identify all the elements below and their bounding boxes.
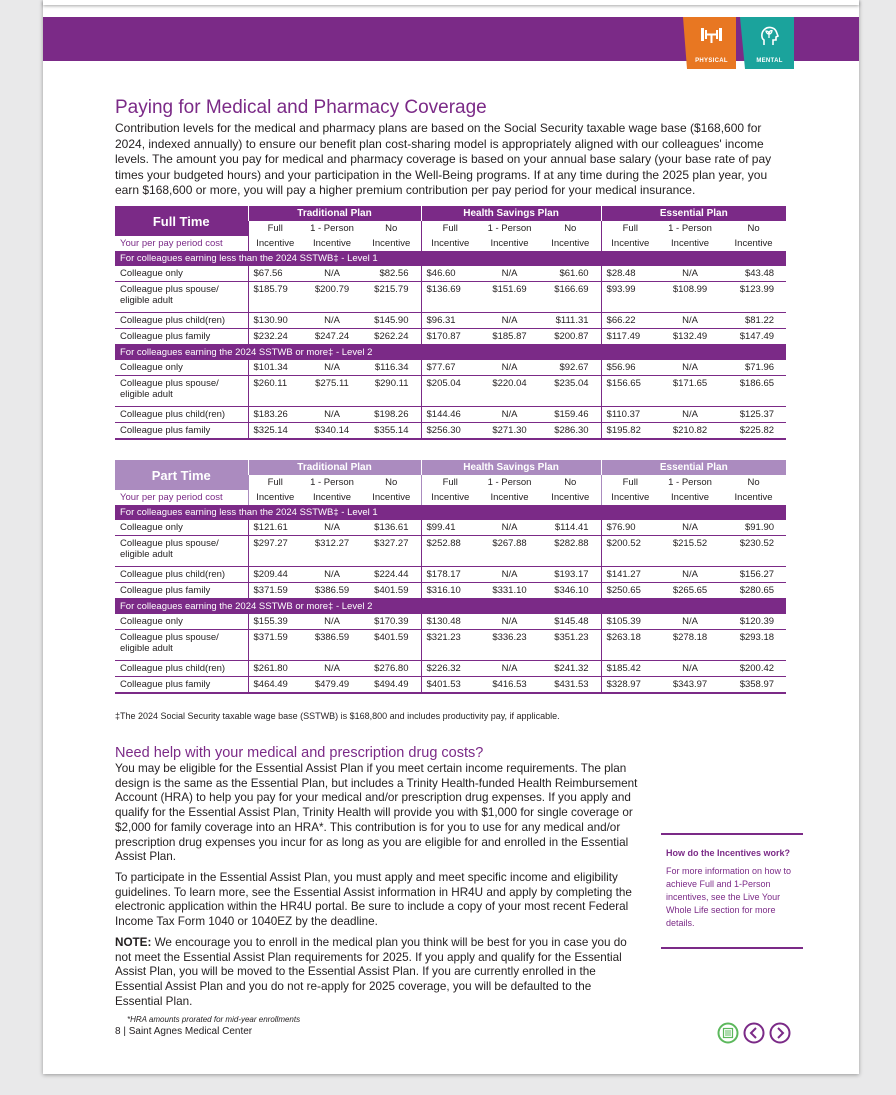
- cost-cell: $464.49: [248, 677, 302, 694]
- cost-cell: $170.87: [421, 329, 479, 345]
- cost-cell: N/A: [479, 567, 540, 583]
- coverage-tier-label: Colleague plus spouse/ eligible adult: [115, 630, 248, 661]
- cost-cell: N/A: [479, 360, 540, 376]
- cost-cell: $186.65: [721, 376, 786, 407]
- cost-cell: $312.27: [302, 536, 362, 567]
- header-banner: [43, 17, 859, 61]
- cost-cell: N/A: [659, 407, 721, 423]
- cost-cell: $145.48: [540, 614, 601, 630]
- tier-header: Incentive: [248, 490, 302, 505]
- cost-cell: $120.39: [721, 614, 786, 630]
- coverage-tier-label: Colleague plus child(ren): [115, 407, 248, 423]
- plan-name-header: Health Savings Plan: [421, 206, 601, 221]
- tier-header: Incentive: [372, 238, 411, 249]
- cost-cell: N/A: [479, 661, 540, 677]
- cost-cell: N/A: [479, 407, 540, 423]
- page-title: Paying for Medical and Pharmacy Coverage: [115, 97, 487, 118]
- cost-cell: $271.30: [479, 423, 540, 440]
- cost-cell: $130.90: [248, 313, 302, 329]
- cost-cell: $96.31: [421, 313, 479, 329]
- table-row: [115, 266, 786, 282]
- cost-cell: N/A: [302, 407, 362, 423]
- menu-icon[interactable]: [717, 1022, 739, 1049]
- table-row: [115, 329, 786, 345]
- cost-cell: $130.48: [421, 614, 479, 630]
- cost-cell: $479.49: [302, 677, 362, 694]
- coverage-tier-label: Colleague plus spouse/ eligible adult: [115, 282, 248, 313]
- cost-cell: N/A: [659, 614, 721, 630]
- coverage-tier-label: Colleague plus family: [115, 329, 248, 345]
- level-section-row: [115, 251, 786, 266]
- cost-cell: $108.99: [659, 282, 721, 313]
- tier-header: Incentive: [551, 238, 590, 249]
- plan-header-row: [115, 206, 786, 221]
- cost-cell: N/A: [302, 313, 362, 329]
- physical-tab-label: PHYSICAL: [695, 58, 728, 64]
- cost-cell: $77.67: [421, 360, 479, 376]
- tier-header: Incentive: [734, 238, 773, 249]
- tier-header: No: [564, 477, 577, 488]
- per-pay-period-label: Your per pay period cost: [120, 238, 223, 249]
- tier-header: Full: [248, 221, 302, 236]
- help-note-paragraph: [115, 936, 640, 1010]
- cost-cell: $183.26: [248, 407, 302, 423]
- page-navigation: [717, 1022, 797, 1046]
- tier-header: No: [747, 223, 760, 234]
- table-row: [115, 583, 786, 599]
- cost-cell: $171.65: [659, 376, 721, 407]
- hra-note: *HRA amounts prorated for mid-year enrollments: [127, 1015, 301, 1024]
- sstwb-footnote: ‡The 2024 Social Security taxable wage base (SSTWB) is $168,800 and includes productivity pay, if applicable.: [115, 711, 560, 721]
- coverage-tier-label: Colleague plus child(ren): [115, 313, 248, 329]
- dumbbell-icon: [699, 25, 724, 47]
- cost-cell: $355.14: [362, 423, 421, 440]
- tier-header: Full: [601, 475, 659, 490]
- cost-cell: $241.32: [540, 661, 601, 677]
- coverage-tier-label: Colleague plus family: [115, 677, 248, 694]
- cost-cell: $151.69: [479, 282, 540, 313]
- table-row: [115, 376, 786, 407]
- cost-cell: $275.11: [302, 376, 362, 407]
- cost-cell: $61.60: [540, 266, 601, 282]
- cost-cell: $116.34: [362, 360, 421, 376]
- cost-cell: $336.23: [479, 630, 540, 661]
- coverage-tier-label: Colleague plus family: [115, 423, 248, 440]
- tier-header: Full: [421, 221, 479, 236]
- cost-cell: $136.69: [421, 282, 479, 313]
- cost-cell: N/A: [659, 360, 721, 376]
- tier-header: Incentive: [671, 238, 710, 249]
- cost-cell: $105.39: [601, 614, 659, 630]
- cost-cell: N/A: [479, 266, 540, 282]
- tier-header-row-2: [115, 490, 786, 505]
- cost-cell: $110.37: [601, 407, 659, 423]
- table-row: [115, 282, 786, 313]
- cost-cell: $200.79: [302, 282, 362, 313]
- cost-cell: $343.97: [659, 677, 721, 694]
- cost-cell: $123.99: [721, 282, 786, 313]
- physical-tab[interactable]: [687, 17, 736, 69]
- cost-cell: $132.49: [659, 329, 721, 345]
- cost-cell: $346.10: [540, 583, 601, 599]
- cost-cell: $328.97: [601, 677, 659, 694]
- cost-cell: N/A: [659, 266, 721, 282]
- cost-cell: $494.49: [362, 677, 421, 694]
- cost-cell: $351.23: [540, 630, 601, 661]
- cost-cell: $215.79: [362, 282, 421, 313]
- cost-cell: $144.46: [421, 407, 479, 423]
- cost-cell: $340.14: [302, 423, 362, 440]
- coverage-tier-label: Colleague only: [115, 520, 248, 536]
- cost-cell: $66.22: [601, 313, 659, 329]
- table-title: Full Time: [115, 206, 248, 236]
- next-page-icon[interactable]: [769, 1022, 791, 1049]
- cost-cell: $76.90: [601, 520, 659, 536]
- tier-header: Full: [421, 475, 479, 490]
- mental-tab-label: MENTAL: [756, 58, 783, 64]
- coverage-tier-label: Colleague only: [115, 360, 248, 376]
- cost-cell: $286.30: [540, 423, 601, 440]
- cost-cell: $205.04: [421, 376, 479, 407]
- tier-header-row-2: [115, 236, 786, 251]
- tier-header: Incentive: [312, 492, 352, 503]
- cost-cell: $178.17: [421, 567, 479, 583]
- sidebar-title: How do the Incentives work?: [666, 848, 791, 858]
- table-title: Part Time: [115, 460, 248, 490]
- plan-name-header: Essential Plan: [601, 206, 786, 221]
- cost-cell: $265.65: [659, 583, 721, 599]
- cost-cell: $235.04: [540, 376, 601, 407]
- cost-cell: $386.59: [302, 583, 362, 599]
- cost-cell: N/A: [659, 661, 721, 677]
- tier-header: No: [747, 477, 760, 488]
- cost-cell: $185.79: [248, 282, 302, 313]
- cost-cell: $101.34: [248, 360, 302, 376]
- table-row: [115, 313, 786, 329]
- plan-name-header: Essential Plan: [601, 460, 786, 475]
- cost-cell: N/A: [302, 266, 362, 282]
- cost-cell: $282.88: [540, 536, 601, 567]
- cost-cell: $331.10: [479, 583, 540, 599]
- sidebar-body: For more information on how to achieve Full and 1-Person incentives, see the Live Your Whole Life section for more details.: [666, 866, 792, 928]
- coverage-tier-label: Colleague plus spouse/ eligible adult: [115, 376, 248, 407]
- intro-paragraph: Contribution levels for the medical and pharmacy plans are based on the Social Security taxable wage base ($168,600 for 2024, indexed annually) to ensure our benefit plan cost-sharing model is appropriately aligned with our colleagues' income levels. The amount you pay for medical and pharmacy coverage is based on your annual base salary (your base rate of pay times your budgeted hours) and your participation in the Well-Being programs. If at any time during the 2025 plan year, you earn $168,600 or more, you will pay a higher premium contribution per pay period for your medical insurance.: [115, 121, 772, 198]
- coverage-tier-label: Colleague only: [115, 266, 248, 282]
- cost-cell: $401.53: [421, 677, 479, 694]
- table-row: [115, 661, 786, 677]
- plan-name-header: Traditional Plan: [248, 206, 421, 221]
- incentives-sidebar: [661, 833, 803, 949]
- cost-cell: N/A: [302, 567, 362, 583]
- cost-cell: $159.46: [540, 407, 601, 423]
- cost-cell: N/A: [659, 313, 721, 329]
- cost-cell: $276.80: [362, 661, 421, 677]
- tier-header: Full: [248, 475, 302, 490]
- table-row: [115, 567, 786, 583]
- cost-cell: $56.96: [601, 360, 659, 376]
- cost-cell: $220.04: [479, 376, 540, 407]
- tier-header: 1 - Person: [668, 477, 712, 488]
- table-row: [115, 407, 786, 423]
- cost-cell: $261.80: [248, 661, 302, 677]
- cost-cell: $401.59: [362, 583, 421, 599]
- cost-cell: $28.48: [601, 266, 659, 282]
- cost-cell: N/A: [479, 614, 540, 630]
- table-row: [115, 520, 786, 536]
- cost-cell: $200.87: [540, 329, 601, 345]
- cost-cell: N/A: [479, 313, 540, 329]
- cost-cell: $262.24: [362, 329, 421, 345]
- cost-cell: $371.59: [248, 630, 302, 661]
- help-paragraph-2: To participate in the Essential Assist Plan, you must apply and meet specific income and eligibility guidelines. To learn more, see the Essential Assist information in HR4U and apply by completing the electronic application within the HR4U portal. Be sure to include a copy of your most recent Federal Income Tax Form 1040 or 1040EZ by the deadline.: [115, 871, 632, 929]
- tier-header: 1 - Person: [310, 477, 354, 488]
- cost-cell: $200.52: [601, 536, 659, 567]
- full-time-rates-table: [115, 206, 786, 440]
- cost-cell: $92.67: [540, 360, 601, 376]
- cost-cell: $147.49: [721, 329, 786, 345]
- cost-cell: $297.27: [248, 536, 302, 567]
- cost-cell: $93.99: [601, 282, 659, 313]
- cost-cell: $111.31: [540, 313, 601, 329]
- document-page: [43, 0, 859, 1074]
- cost-cell: $121.61: [248, 520, 302, 536]
- tier-header: Incentive: [551, 492, 590, 503]
- cost-cell: $209.44: [248, 567, 302, 583]
- tier-header: Incentive: [421, 490, 479, 505]
- level-section-label: For colleagues earning less than the 2024 SSTWB‡ - Level 1: [115, 251, 786, 266]
- cost-cell: $170.39: [362, 614, 421, 630]
- tier-header: Incentive: [601, 490, 659, 505]
- coverage-tier-label: Colleague plus spouse/ eligible adult: [115, 536, 248, 567]
- table-row: [115, 677, 786, 694]
- tier-header: No: [564, 223, 577, 234]
- cost-cell: $117.49: [601, 329, 659, 345]
- level-section-row: [115, 599, 786, 615]
- cost-cell: N/A: [302, 614, 362, 630]
- cost-cell: N/A: [302, 360, 362, 376]
- coverage-tier-label: Colleague plus child(ren): [115, 661, 248, 677]
- tier-header: 1 - Person: [310, 223, 354, 234]
- page-footer: 8 | Saint Agnes Medical Center: [115, 1026, 253, 1037]
- cost-cell: $256.30: [421, 423, 479, 440]
- cost-cell: $252.88: [421, 536, 479, 567]
- cost-cell: N/A: [302, 520, 362, 536]
- per-pay-period-label: Your per pay period cost: [120, 492, 223, 503]
- cost-cell: $200.42: [721, 661, 786, 677]
- mental-tab[interactable]: [745, 17, 794, 69]
- cost-cell: $247.24: [302, 329, 362, 345]
- cost-cell: $99.41: [421, 520, 479, 536]
- cost-cell: $416.53: [479, 677, 540, 694]
- tier-header: Incentive: [372, 492, 411, 503]
- cost-cell: $280.65: [721, 583, 786, 599]
- tier-header: Incentive: [734, 492, 773, 503]
- cost-cell: $371.59: [248, 583, 302, 599]
- cost-cell: $267.88: [479, 536, 540, 567]
- tier-header: Incentive: [312, 238, 352, 249]
- cost-cell: $114.41: [540, 520, 601, 536]
- table-row: [115, 614, 786, 630]
- cost-cell: $250.65: [601, 583, 659, 599]
- cost-cell: $136.61: [362, 520, 421, 536]
- cost-cell: $230.52: [721, 536, 786, 567]
- cost-cell: $260.11: [248, 376, 302, 407]
- coverage-tier-label: Colleague plus family: [115, 583, 248, 599]
- table-row: [115, 630, 786, 661]
- tier-header: Incentive: [671, 492, 710, 503]
- cost-cell: N/A: [659, 520, 721, 536]
- tier-header: Incentive: [248, 236, 302, 251]
- tier-header: Full: [601, 221, 659, 236]
- cost-cell: $193.17: [540, 567, 601, 583]
- cost-cell: N/A: [479, 520, 540, 536]
- cost-cell: $293.18: [721, 630, 786, 661]
- cost-cell: N/A: [302, 661, 362, 677]
- cost-cell: $386.59: [302, 630, 362, 661]
- previous-page-edge: [43, 0, 859, 5]
- help-paragraph-1: You may be eligible for the Essential Assist Plan if you meet certain income requirements. The plan design is the same as the Essential Plan, but includes a Trinity Health-funded Health Reimbursement Account (HRA) to help you pay for your medical and/or prescription drug expenses. If you apply and qualify for the Essential Assist Plan, Trinity Health will provide you with $1,000 for single coverage or $2,000 for family coverage into an HRA*. This contribution is for you to use for any medical and/or prescription drug expenses you incur for as long as you are eligible for and enrolled in the Essential Assist Plan.: [115, 762, 638, 864]
- cost-cell: $141.27: [601, 567, 659, 583]
- cost-cell: $316.10: [421, 583, 479, 599]
- plan-name-header: Health Savings Plan: [421, 460, 601, 475]
- cost-cell: $358.97: [721, 677, 786, 694]
- cost-cell: $155.39: [248, 614, 302, 630]
- tier-header: Incentive: [601, 236, 659, 251]
- cost-cell: $210.82: [659, 423, 721, 440]
- cost-cell: $156.65: [601, 376, 659, 407]
- coverage-tier-label: Colleague plus child(ren): [115, 567, 248, 583]
- tier-header: 1 - Person: [487, 223, 532, 234]
- cost-cell: $325.14: [248, 423, 302, 440]
- cost-cell: $431.53: [540, 677, 601, 694]
- note-text: We encourage you to enroll in the medical plan you think will be best for you in case you do not meet the Essential Assist Plan requirements for 2025. If you apply and qualify for the Essential Assist Plan, you will be moved to the Essential Assist Plan. If you are currently enrolled in the Essential Assist Plan and you do not re-apply for 2025 coverage, you will be defaulted to the Essential Plan.: [115, 936, 627, 1008]
- cost-cell: $215.52: [659, 536, 721, 567]
- level-section-label: For colleagues earning the 2024 SSTWB or more‡ - Level 2: [115, 599, 786, 615]
- plan-header-row: [115, 460, 786, 475]
- cost-cell: $232.24: [248, 329, 302, 345]
- cost-cell: $290.11: [362, 376, 421, 407]
- cost-cell: $263.18: [601, 630, 659, 661]
- cost-cell: $327.27: [362, 536, 421, 567]
- cost-cell: $125.37: [721, 407, 786, 423]
- cost-cell: $401.59: [362, 630, 421, 661]
- level-section-row: [115, 505, 786, 520]
- cost-cell: $278.18: [659, 630, 721, 661]
- tier-header: 1 - Person: [668, 223, 712, 234]
- tier-header: No: [385, 477, 398, 488]
- cost-cell: $43.48: [721, 266, 786, 282]
- cost-cell: $46.60: [421, 266, 479, 282]
- cost-cell: $81.22: [721, 313, 786, 329]
- cost-cell: $225.82: [721, 423, 786, 440]
- cost-cell: $224.44: [362, 567, 421, 583]
- table-row: [115, 423, 786, 440]
- tier-header: No: [385, 223, 398, 234]
- coverage-tier-label: Colleague only: [115, 614, 248, 630]
- cost-cell: $185.42: [601, 661, 659, 677]
- cost-cell: $91.90: [721, 520, 786, 536]
- cost-cell: $156.27: [721, 567, 786, 583]
- cost-cell: $185.87: [479, 329, 540, 345]
- cost-cell: $198.26: [362, 407, 421, 423]
- head-sprout-icon: [757, 25, 782, 47]
- plan-name-header: Traditional Plan: [248, 460, 421, 475]
- cost-cell: $166.69: [540, 282, 601, 313]
- tier-header: Incentive: [421, 236, 479, 251]
- table-row: [115, 536, 786, 567]
- previous-page-icon[interactable]: [743, 1022, 765, 1049]
- help-heading: Need help with your medical and prescription drug costs?: [115, 745, 484, 761]
- cost-cell: $321.23: [421, 630, 479, 661]
- cost-cell: $226.32: [421, 661, 479, 677]
- cost-cell: $82.56: [362, 266, 421, 282]
- part-time-rates-table: [115, 460, 786, 694]
- cost-cell: N/A: [659, 567, 721, 583]
- tier-header: Incentive: [490, 238, 529, 249]
- level-section-label: For colleagues earning the 2024 SSTWB or more‡ - Level 2: [115, 345, 786, 361]
- tier-header: 1 - Person: [487, 477, 532, 488]
- cost-cell: $67.56: [248, 266, 302, 282]
- cost-cell: $145.90: [362, 313, 421, 329]
- level-section-label: For colleagues earning less than the 2024 SSTWB‡ - Level 1: [115, 505, 786, 520]
- note-label: NOTE:: [115, 936, 152, 949]
- cost-cell: $195.82: [601, 423, 659, 440]
- level-section-row: [115, 345, 786, 361]
- table-row: [115, 360, 786, 376]
- tier-header: Incentive: [490, 492, 529, 503]
- cost-cell: $71.96: [721, 360, 786, 376]
